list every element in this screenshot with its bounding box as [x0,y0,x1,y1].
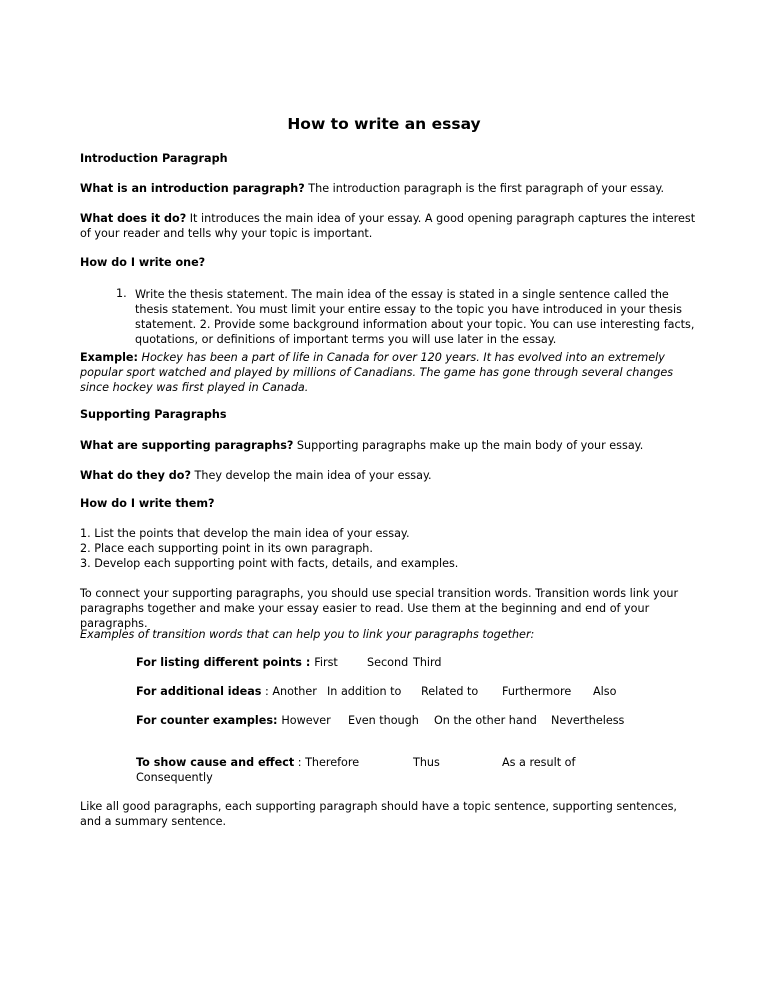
intro-does-question: What does it do? [80,212,187,225]
transition-row-listing [136,656,338,669]
transition-row-counter [136,714,331,727]
transition-row-cause [136,756,359,769]
closing-paragraph: Like all good paragraphs, each supporting paragraph should have a topic sentence, supporting sentences, and a summary sentence. [80,800,677,828]
supporting-what-question: What are supporting paragraphs? [80,439,294,452]
transition-word: First [314,656,338,669]
transition-word: On the other hand [434,714,537,727]
supporting-do-question: What do they do? [80,469,191,482]
intro-list-number: 1. [116,287,127,300]
supporting-how-question: How do I write them? [80,497,215,510]
transition-word: Even though [348,714,419,727]
transition-listing-label: For listing different points : [136,656,315,669]
supporting-do-paragraph [80,468,700,483]
supporting-do-answer: They develop the main idea of your essay. [190,469,432,482]
intro-how-question: How do I write one? [80,256,206,269]
intro-what-question: What is an introduction paragraph? [80,182,305,195]
transition-additional-label: For additional ideas [136,685,262,698]
transition-word: : Therefore [294,756,360,769]
list-item: 3. Develop each supporting point with facts, details, and examples. [80,557,459,570]
intro-what-paragraph [80,181,700,196]
transition-word: Nevertheless [551,714,625,727]
transition-word: Furthermore [502,685,572,698]
intro-example-text: Hockey has been a part of life in Canada for over 120 years. It has evolved into an extremely popular sport watched and played by millions of Canadians. The game has gone through several changes since hockey was first played in Canada. [80,351,674,394]
supporting-connect-paragraph: To connect your supporting paragraphs, you should use special transition words. Transition words link your paragraphs together and make your essay easier to read. Use them at the beginning and end of your paragraphs. [80,587,679,630]
list-item: 2. Place each supporting point in its own paragraph. [80,542,373,555]
intro-does-answer: It introduces the main idea of your essay. A good opening paragraph captures the interest of your reader and tells why your topic is important. [80,212,696,240]
intro-list-text: Write the thesis statement. The main idea of the essay is stated in a single sentence called the thesis statement. You must limit your entire essay to the topic you have introduced in your thesis statement. 2. Provide some background information about your topic. You can use interesting facts, quotations, or definitions of important terms you will use later in the essay. [135,288,695,346]
intro-does-paragraph [80,211,700,241]
supporting-heading: Supporting Paragraphs [80,408,227,421]
page-title: How to write an essay [287,115,481,133]
transition-word: : Another [261,685,317,698]
intro-what-answer: The introduction paragraph is the first paragraph of your essay. [304,182,665,195]
transition-word: Related to [421,685,479,698]
transition-word: Consequently [136,771,213,784]
supporting-what-answer: Supporting paragraphs make up the main body of your essay. [293,439,644,452]
transition-cause-label: To show cause and effect [136,756,295,769]
transition-word: Also [593,685,617,698]
intro-example-label: Example: [80,351,138,364]
transition-word: Third [413,656,442,669]
transition-word: However [281,714,331,727]
supporting-examples-intro: Examples of transition words that can help you to link your paragraphs together: [80,628,535,641]
transition-word: Thus [413,756,440,769]
list-item: 1. List the points that develop the main idea of your essay. [80,527,410,540]
transition-word: In addition to [327,685,402,698]
supporting-what-paragraph [80,438,700,453]
intro-heading: Introduction Paragraph [80,152,228,165]
transition-counter-label: For counter examples: [136,714,282,727]
transition-word: Second [367,656,409,669]
transition-row-additional [136,685,317,698]
transition-word: As a result of [502,756,576,769]
supporting-steps-list [80,526,700,571]
intro-example-paragraph [80,350,700,395]
